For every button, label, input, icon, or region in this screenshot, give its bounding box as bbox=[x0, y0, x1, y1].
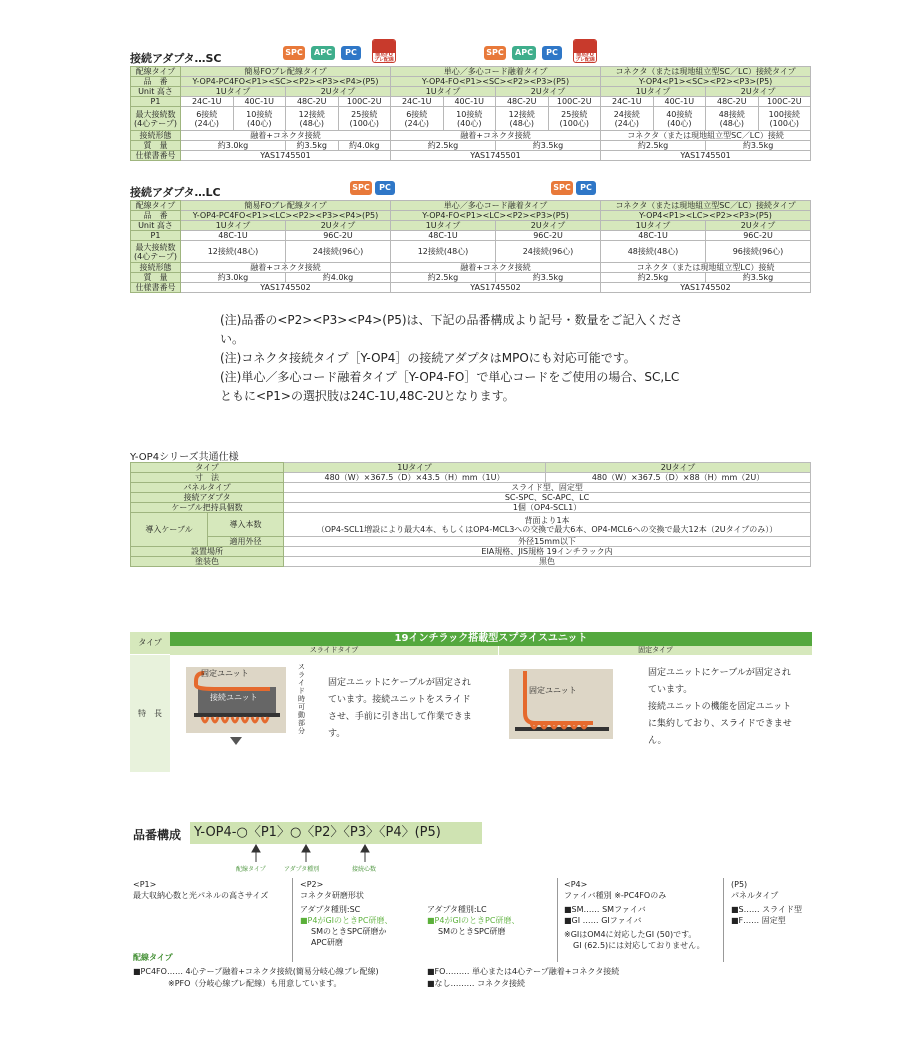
fixed-unit-illustration bbox=[507, 665, 615, 749]
fixed-unit-caption: 固定ユニット bbox=[529, 686, 577, 695]
fixed-type-body: 固定ユニット 固定ユニットにケーブルが固定され ています。 接続ユニットの機能を固定ユニット に集約しており、スライドできませ ん。 bbox=[499, 655, 812, 772]
spc-badge: SPC bbox=[484, 46, 506, 60]
fixed-type-label: 固定タイプ bbox=[499, 646, 812, 655]
sc-spec-table: 配線タイプ 簡易FOブレ配線タイプ 単心／多心コード融着タイプ コネクタ（または現地組立型SC／LC）接続タイプ 品 番 Y-OP4-PC4FO<P1><SC><P2><P3><P4>(P5) Y-OP4-FO<P1><SC><P2><P3>(P5) Y-OP4<P1><SC><P2><P3>(P5) Unit 高さ 1Uタイプ 2Uタイプ 1Uタイプ 2Uタイプ 1Uタイプ 2Uタイプ P1 24C-1U 40C-1U 48C-2U 100C-2U 24C-1U 40C-1U 48C-2U 100C-2U 24C-1U 40C-1U 48C-2U 100C-2U 最大接続数 (4心テープ) 6接続 (24心) 10接続 (40心) 12接続 (48心) 25接続 (100心) 6接続 (24心) 10接続 (40心) 12接続 (48心) 25接続 (100心) 24接続 (24心) 40接続 (40心) 48接続 (48心) 100接続 (100心) 接続形態 融着+コネクタ接続 融着+コネクタ接続 コネクタ（または現地組立型SC／LC）接続 質 量 約3.0kg 約3.5kg 約4.0kg 約2.5kg 約3.5kg 約2.5kg 約3.5kg 仕様書番号 YAS1745501 YAS1745501 YAS1745501 bbox=[130, 66, 811, 161]
wiring-heading: 配線タイプ bbox=[133, 953, 173, 962]
feature-label: 特 長 bbox=[130, 655, 170, 772]
note-line: い。 bbox=[220, 332, 245, 346]
pc-badge: PC bbox=[542, 46, 562, 60]
sc-max-row: 最大接続数 (4心テープ) 6接続 (24心) 10接続 (40心) 12接続 (48心) 25接続 (100心) 6接続 (24心) 10接続 (40心) 12接続 (48心) 25接続 (100心) 24接続 (24心) 40接続 (40心) 48接続 (48心) 100接続 (100心) bbox=[131, 107, 811, 131]
arrow-label: 接続心数 bbox=[352, 866, 377, 873]
lc-title: 接続アダプタ…LC bbox=[130, 186, 221, 199]
pc-badge: PC bbox=[375, 181, 395, 195]
spc-badge: SPC bbox=[283, 46, 305, 60]
sc-title: 接続アダプタ…SC bbox=[130, 52, 222, 65]
fo-wiring-icon: 簡易FO ブレ配線 bbox=[372, 39, 396, 63]
splice-unit-panel bbox=[130, 632, 812, 772]
note-line: ともに<P1>の選択肢は24C-1U,48C-2Uとなります。 bbox=[220, 389, 515, 403]
note-line: (注)品番の<P2><P3><P4>(P5)は、下記の品番構成より記号・数量をご記入くださ bbox=[220, 313, 683, 327]
apc-badge: APC bbox=[512, 46, 536, 60]
pn-code: Y-OP4-○〈P1〉○〈P2〉〈P3〉〈P4〉(P5) bbox=[190, 822, 482, 844]
slide-type-label: スライドタイプ bbox=[170, 646, 498, 655]
slide-movable-caption: スライド時 可動部分 bbox=[298, 663, 305, 735]
arrow-label: 配線タイプ bbox=[236, 866, 266, 873]
pc-badge: PC bbox=[341, 46, 361, 60]
pn-title: 品番構成 bbox=[133, 828, 182, 842]
fixed-unit-caption: 固定ユニット bbox=[201, 669, 249, 678]
common-spec-title: Y-OP4シリーズ共通仕様 bbox=[130, 452, 239, 463]
note-line: (注)コネクタ接続タイプ［Y-OP4］の接続アダプタはMPOにも対応可能です。 bbox=[220, 351, 636, 365]
spc-badge: SPC bbox=[551, 181, 573, 195]
spc-badge: SPC bbox=[350, 181, 372, 195]
connect-unit-caption: 接続ユニット bbox=[210, 693, 258, 702]
pc-badge: PC bbox=[576, 181, 596, 195]
note-line: (注)単心／多心コード融着タイプ［Y-OP4-FO］で単心コードをご使用の場合、SC,LC bbox=[220, 370, 680, 384]
fo-wiring-icon: 簡易FO ブレ配線 bbox=[573, 39, 597, 63]
arrow-label: アダプタ種別 bbox=[284, 866, 320, 873]
lc-spec-table: 配線タイプ 簡易FOブレ配線タイプ 単心／多心コード融着タイプ コネクタ（または現地組立型SC／LC）接続タイプ 品 番 Y-OP4-PC4FO<P1><LC><P2><P3><P4>(P5) Y-OP4-FO<P1><LC><P2><P3>(P5) Y-OP4<P1><LC><P2><P3>(P5) Unit 高さ 1Uタイプ 2Uタイプ 1Uタイプ 2Uタイプ 1Uタイプ 2Uタイプ P1 48C-1U 96C-2U 48C-1U 96C-2U 48C-1U 96C-2U 最大接続数 (4心テープ) 12接続(48心) 24接続(96心) 12接続(48心) 24接続(96心) 48接続(48心) 96接続(96心) 接続形態 融着+コネクタ接続 融着+コネクタ接続 コネクタ（または現地組立型LC）接続 質 量 約3.0kg 約4.0kg 約2.5kg 約3.5kg 約2.5kg 約3.5kg 仕様書番号 YAS1745502 YAS1745502 YAS1745502 bbox=[130, 200, 811, 293]
splice-type-label: タイプ bbox=[130, 632, 170, 654]
apc-badge: APC bbox=[311, 46, 335, 60]
common-spec-table: タイプ 1Uタイプ 2Uタイプ 寸 法 480（W）×367.5（D）×43.5（H）mm（1U） 480（W）×367.5（D）×88（H）mm（2U） パネルタイプ スライド型、固定型 接続アダプタ SC-SPC、SC-APC、LC ケーブル把持具個数 1個（OP4-SCL1） 導入ケーブル 導入本数 背面より1本 （OP4-SCL1増設により最大4本、もしくはOP4-MCL3への交換で最大6本、OP4-MCL6への交換で最大12本（2Uタイプのみ）） 適用外径 外径15mm以下 設置場所 EIA規格、JIS規格 19インチラック内 塗装色 黒色 bbox=[130, 462, 811, 567]
slide-type-body: 固定ユニット 接続ユニット スライド時 可動部分 固定ユニットにケーブルが固定され ています。接続ユニットをスライド させ、手前に引き出して作業できま す。 bbox=[170, 655, 498, 772]
pn-arrows bbox=[240, 844, 390, 864]
splice-title: 19インチラック搭載型スプライスユニット bbox=[170, 632, 812, 646]
